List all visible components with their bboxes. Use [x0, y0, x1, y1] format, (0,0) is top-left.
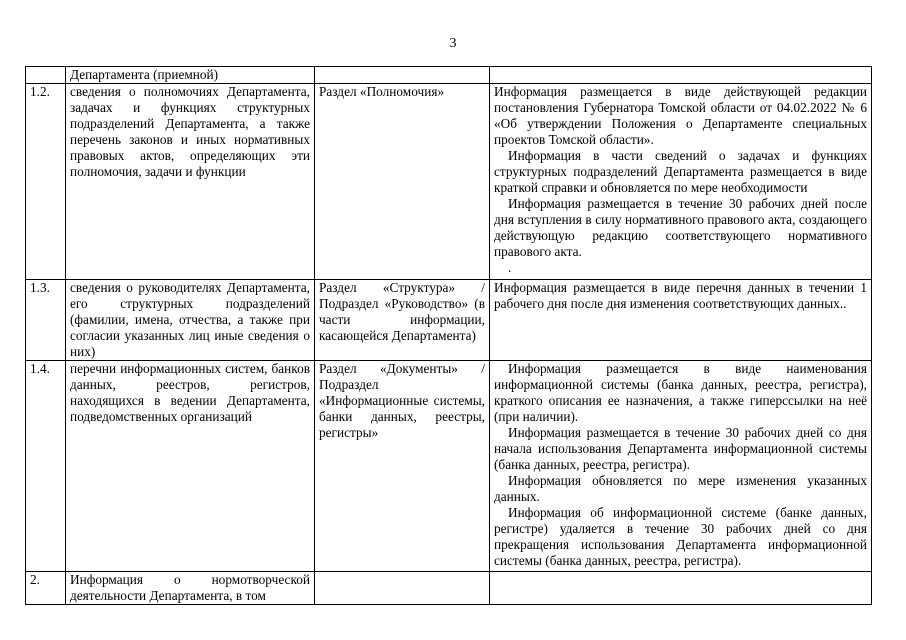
cell-paragraph: Информация размещается в течение 30 рабочих дней со дня начала использования Департамента информационной системы (банка данных, реестра, регистра).	[494, 425, 867, 472]
table-row	[26, 84, 872, 280]
cell-text: Департамента (приемной)	[70, 67, 219, 82]
cell-text: сведения о полномочиях Департамента, задачах и функциях структурных подразделений Департамента, а также перечень законов и иных нормативных правовых актов, определяющих эти полномочия, задачи и функции	[70, 84, 310, 179]
information-category-cell	[66, 84, 315, 280]
document-table	[25, 66, 872, 605]
cell-text: Раздел «Полномочия»	[319, 84, 445, 99]
table-row	[26, 361, 872, 572]
cell-paragraph: Информация обновляется по мере изменения указанных данных.	[494, 473, 867, 504]
information-category-cell	[66, 572, 315, 605]
cell-paragraph: Информация об информационной системе (банке данных, регистре) удаляется в течение 30 рабочих дней со дня прекращения использования Департамента информационной системы (банка данных, реестра, регистра).	[494, 505, 867, 568]
cell-text: Раздел «Структура» / Подраздел «Руководство» (в части информации, касающейся Департамента)	[319, 280, 485, 343]
row-number-cell	[26, 67, 66, 84]
table-row	[26, 67, 872, 84]
cell-text: перечни информационных систем, банков данных, реестров, регистров, находящихся в ведении Департамента, подведомственных организаций	[70, 361, 310, 424]
table-row	[26, 572, 872, 605]
information-category-cell	[66, 280, 315, 361]
cell-paragraph: Информация в части сведений о задачах и функциях структурных подразделений Департамента размещается в виде краткой справки и обновляется по мере необходимости	[494, 148, 867, 195]
placement-terms-cell	[490, 572, 872, 605]
row-number-cell: 2.	[26, 572, 66, 605]
information-category-cell	[66, 361, 315, 572]
site-section-cell	[315, 361, 490, 572]
cell-text: сведения о руководителях Департамента, его структурных подразделений (фамилии, имена, отчества, а также при согласии указанных лиц иные сведения о них)	[70, 280, 310, 359]
cell-paragraph: Информация размещается в виде перечня данных в течении 1 рабочего дня после дня изменения соответствующих данных..	[494, 280, 867, 311]
table-row	[26, 280, 872, 361]
row-number-cell: 1.2.	[26, 84, 66, 280]
information-category-cell	[66, 67, 315, 84]
cell-paragraph: .	[508, 260, 512, 275]
placement-terms-cell	[490, 280, 872, 361]
cell-text: Раздел «Документы» / Подраздел «Информационные системы, банки данных, реестры, регистры»	[319, 361, 485, 440]
site-section-cell	[315, 67, 490, 84]
site-section-cell	[315, 280, 490, 361]
site-section-cell	[315, 572, 490, 605]
cell-paragraph: Информация размещается в виде действующей редакции постановления Губернатора Томской области от 04.02.2022 № 6 «Об утверждении Положения о Департаменте специальных проектов Томской области».	[494, 84, 867, 147]
placement-terms-cell	[490, 84, 872, 280]
placement-terms-cell	[490, 67, 872, 84]
site-section-cell	[315, 84, 490, 280]
row-number-cell: 1.3.	[26, 280, 66, 361]
page-number: 3	[449, 36, 457, 51]
row-number-cell: 1.4.	[26, 361, 66, 572]
cell-paragraph: Информация размещается в виде наименования информационной системы (банка данных, реестра, регистра), краткого описания ее назначения, а также гиперссылки на неё (при наличии).	[494, 361, 867, 424]
placement-terms-cell	[490, 361, 872, 572]
cell-paragraph: Информация размещается в течение 30 рабочих дней после дня вступления в силу нормативного правового акта, создающего действующую редакцию соответствующего нормативного правового акта.	[494, 196, 867, 259]
cell-text: Информация о нормотворческой деятельности Департамента, в том	[70, 572, 310, 603]
